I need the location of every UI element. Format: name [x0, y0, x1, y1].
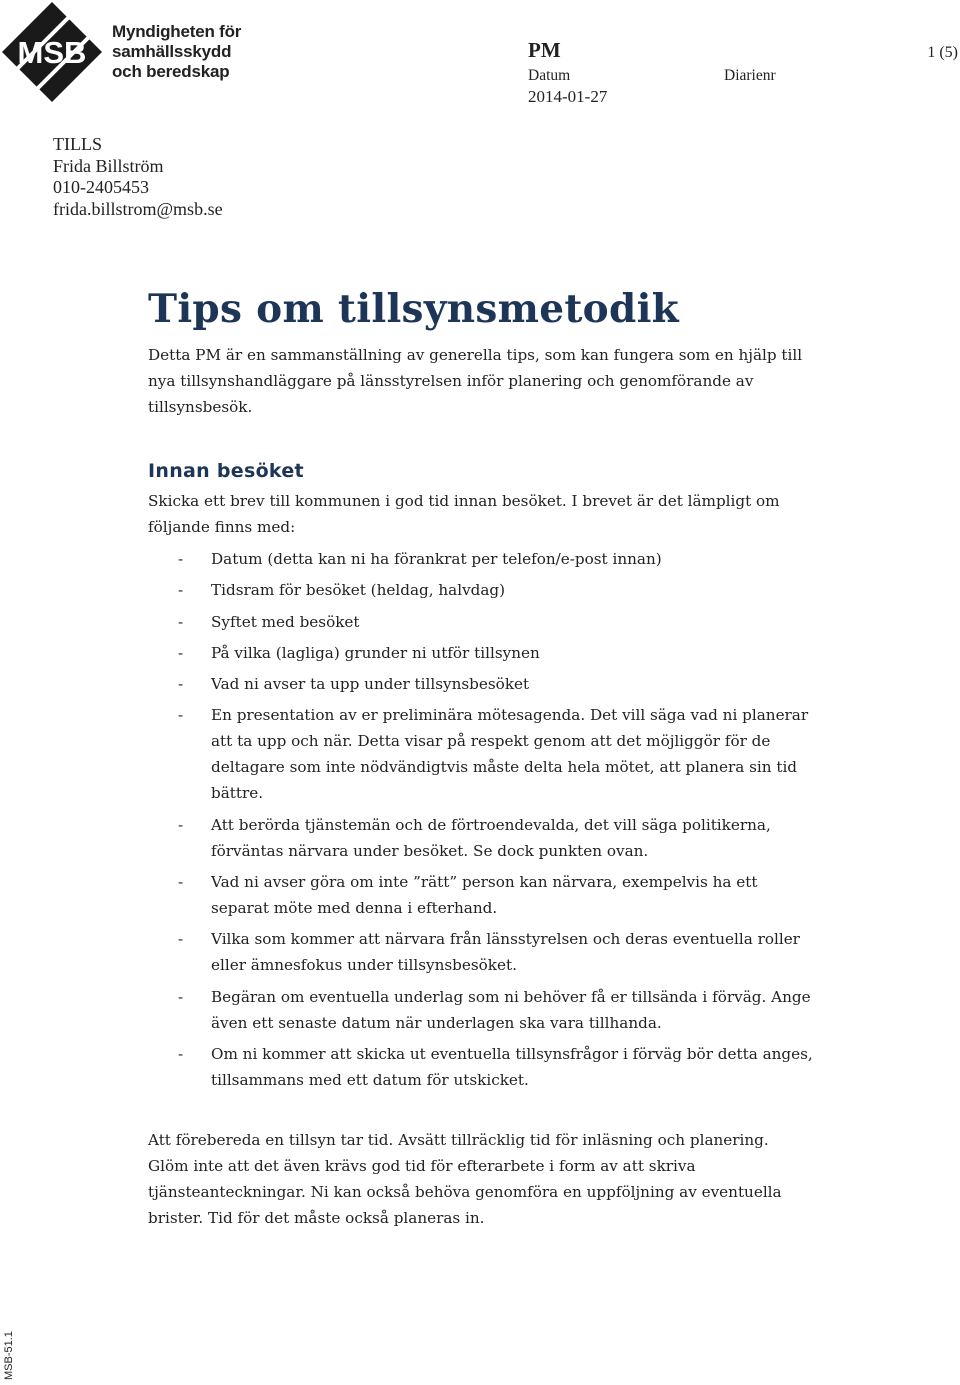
section-heading: Innan besöket: [148, 460, 304, 482]
list-item: - Tidsram för besöket (heldag, halvdag): [178, 577, 818, 603]
agency-name: [112, 22, 241, 82]
form-code: MSB-51.1: [3, 1331, 15, 1380]
list-item: - En presentation av er preliminära mötesagenda. Det vill säga vad ni planerar att ta upp och när. Detta visar på respekt genom att det möjliggör för de deltagare som inte nödvändigtvis måste delta hela mötet, att planera sin tid bättre.: [178, 702, 818, 806]
agency-name-line-3: och beredskap: [112, 62, 230, 81]
list-item: - Att berörda tjänstemän och de förtroendevalda, det vill säga politikerna, förväntas närvara under besöket. Se dock punkten ovan.: [178, 812, 818, 864]
list-item: - På vilka (lagliga) grunder ni utför tillsynen: [178, 640, 818, 666]
dash-marker: -: [178, 550, 184, 568]
list-item: - Datum (detta kan ni ha förankrat per telefon/e-post innan): [178, 546, 818, 572]
page-number: 1 (5): [927, 44, 958, 61]
list-item: - Vad ni avser ta upp under tillsynsbesöket: [178, 671, 818, 697]
dash-marker: -: [178, 675, 184, 694]
dash-marker: -: [178, 1044, 184, 1063]
list-item: - Vilka som kommer att närvara från länsstyrelsen och deras eventuella roller eller ämnesfokus under tillsynsbesöket.: [178, 926, 818, 978]
agency-name-line-1: Myndigheten för: [112, 22, 242, 41]
contact-phone: 010-2405453: [53, 177, 149, 197]
datum-label: Datum: [528, 67, 571, 84]
closing-paragraph: Att förebereda en tillsyn tar tid. Avsätt tillräcklig tid för inläsning och planering. Glöm inte att det även krävs god tid för efterarbete i form av att skriva tjänsteanteckningar. Ni kan också behöva genomföra en uppföljning av eventuella brister. Tid för det måste också planeras in.: [148, 1131, 782, 1227]
dash-marker: -: [178, 873, 184, 892]
list-item: - Begäran om eventuella underlag som ni behöver få er tillsända i förväg. Ange även ett senaste datum när underlagen ska vara tillhanda.: [178, 984, 818, 1036]
checklist: [178, 546, 818, 1098]
contact-unit: TILLS: [53, 134, 102, 154]
msb-abbr: MSB: [17, 35, 87, 70]
page-title: Tips om tillsynsmetodik: [148, 286, 680, 332]
dash-marker: -: [178, 930, 184, 949]
dash-marker: -: [178, 643, 184, 662]
list-item: - Vad ni avser göra om inte ”rätt” person kan närvara, exempelvis ha ett separat möte med denna i efterhand.: [178, 869, 818, 921]
dash-marker: -: [178, 612, 184, 631]
document-date: 2014-01-27: [528, 87, 608, 106]
dash-marker: -: [178, 581, 184, 600]
dash-marker: -: [178, 987, 184, 1006]
doc-type: PM: [528, 38, 561, 62]
list-item: - Syftet med besöket: [178, 609, 818, 635]
dash-marker: -: [178, 706, 184, 725]
contact-block: [53, 134, 223, 220]
section-lead: Skicka ett brev till kommunen i god tid innan besöket. I brevet är det lämpligt om följande finns med:: [148, 492, 780, 536]
msb-diamond-mark: [0, 2, 102, 102]
agency-name-line-2: samhällsskydd: [112, 42, 232, 61]
dash-marker: -: [178, 815, 184, 834]
list-item: - Om ni kommer att skicka ut eventuella tillsynsfrågor i förväg bör detta anges, tillsammans med ett datum för utskicket.: [178, 1041, 818, 1093]
contact-name: Frida Billström: [53, 155, 164, 176]
intro-paragraph: Detta PM är en sammanställning av generella tips, som kan fungera som en hjälp till nya tillsynshandläggare på länsstyrelsen inför planering och genomförande av tillsynsbesök.: [148, 346, 803, 416]
diarienr-label: Diarienr: [724, 67, 776, 84]
contact-email: frida.billstrom@msb.se: [53, 198, 223, 219]
